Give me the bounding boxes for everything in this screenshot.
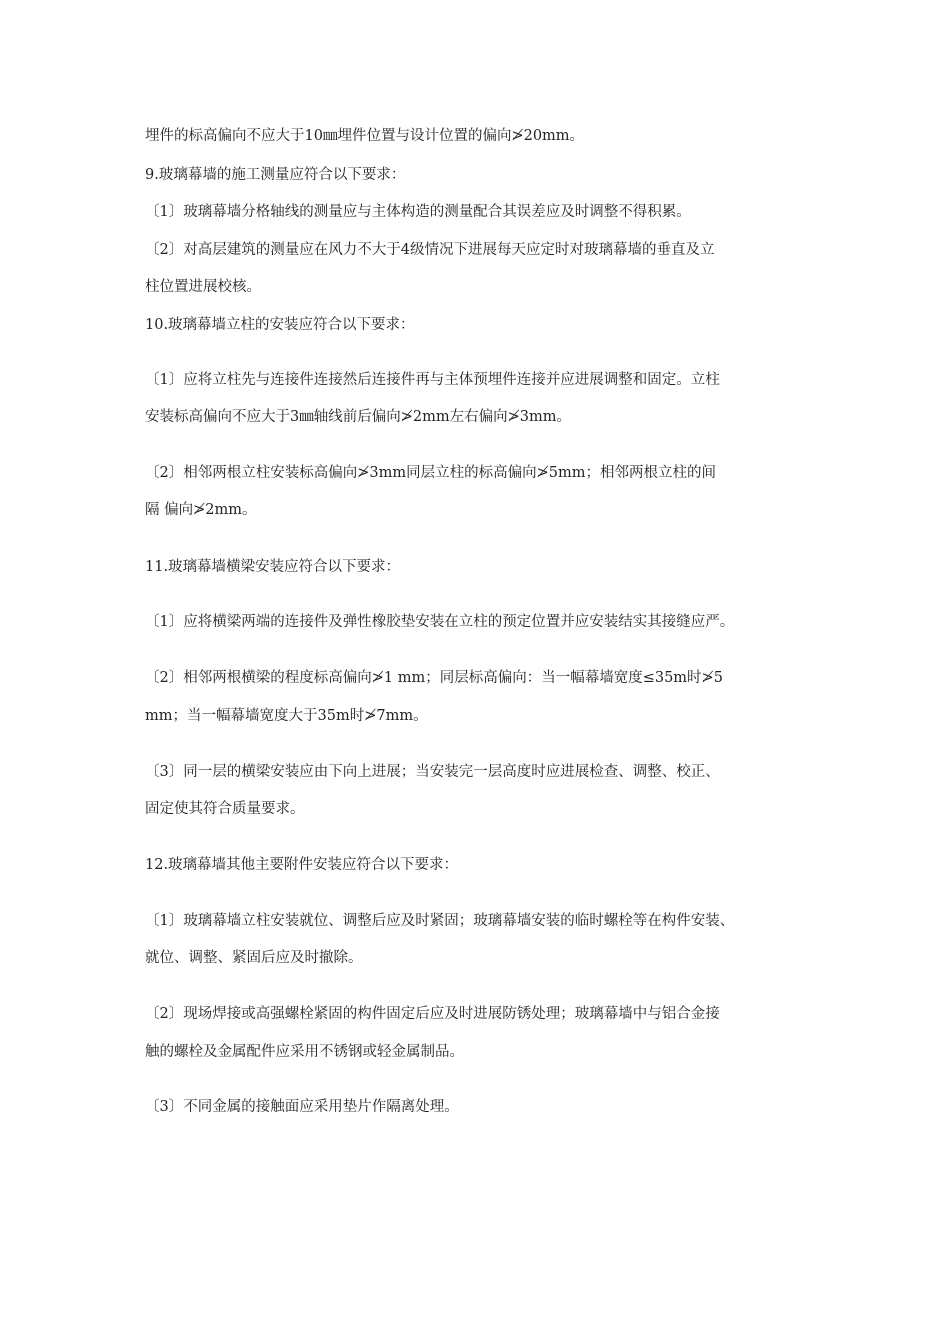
text-line: 〔1〕玻璃幕墙分格轴线的测量应与主体构造的测量配合其误差应及时调整不得积累。 <box>145 204 691 220</box>
section-heading-12: 12.玻璃幕墙其他主要附件安装应符合以下要求： <box>145 857 459 873</box>
text-line: 〔3〕不同金属的接触面应采用垫片作隔离处理。 <box>145 1099 459 1115</box>
text-line: 触的螺栓及金属配件应采用不锈钢或轻金属制品。 <box>145 1044 464 1060</box>
text-line: 〔1〕应将横梁两端的连接件及弹性橡胶垫安装在立柱的预定位置并应安装结实其接缝应严。 <box>145 614 735 630</box>
section-heading-11: 11.玻璃幕墙横梁安装应符合以下要求： <box>145 559 401 575</box>
text-line: 〔3〕同一层的横梁安装应由下向上进展；当安装完一层高度时应进展检查、调整、校正、 <box>145 764 720 780</box>
text-line: 隔 偏向≯2mm。 <box>145 502 257 518</box>
section-heading-10: 10.玻璃幕墙立柱的安装应符合以下要求： <box>145 317 415 333</box>
text-line: 〔2〕现场焊接或高强螺栓紧固的构件固定后应及时进展防锈处理；玻璃幕墙中与铝合金接 <box>145 1006 720 1022</box>
text-line: mm；当一幅幕墙宽度大于35m时≯7mm。 <box>145 708 428 724</box>
text-line: 埋件的标高偏向不应大于10㎜埋件位置与设计位置的偏向≯20mm。 <box>145 128 585 144</box>
text-line: 安装标高偏向不应大于3㎜轴线前后偏向≯2mm左右偏向≯3mm。 <box>145 409 571 425</box>
text-line: 〔2〕相邻两根立柱安装标高偏向≯3mm同层立柱的标高偏向≯5mm；相邻两根立柱的间 <box>145 465 716 481</box>
text-line: 〔1〕应将立柱先与连接件连接然后连接件再与主体预埋件连接并应进展调整和固定。立柱 <box>145 372 720 388</box>
text-line: 固定使其符合质量要求。 <box>145 801 305 817</box>
text-line: 柱位置进展校核。 <box>145 279 261 295</box>
text-line: 〔2〕相邻两根横梁的程度标高偏向≯1 mm；同层标高偏向：当一幅幕墙宽度≤35m时≯5 <box>145 670 723 686</box>
text-line: 〔1〕玻璃幕墙立柱安装就位、调整后应及时紧固；玻璃幕墙安装的临时螺栓等在构件安装、 <box>145 913 735 929</box>
text-line: 就位、调整、紧固后应及时撤除。 <box>145 950 363 966</box>
section-heading-9: 9.玻璃幕墙的施工测量应符合以下要求： <box>145 167 406 183</box>
text-line: 〔2〕对高层建筑的测量应在风力不大于4级情况下进展每天应定时对玻璃幕墙的垂直及立 <box>145 242 715 258</box>
